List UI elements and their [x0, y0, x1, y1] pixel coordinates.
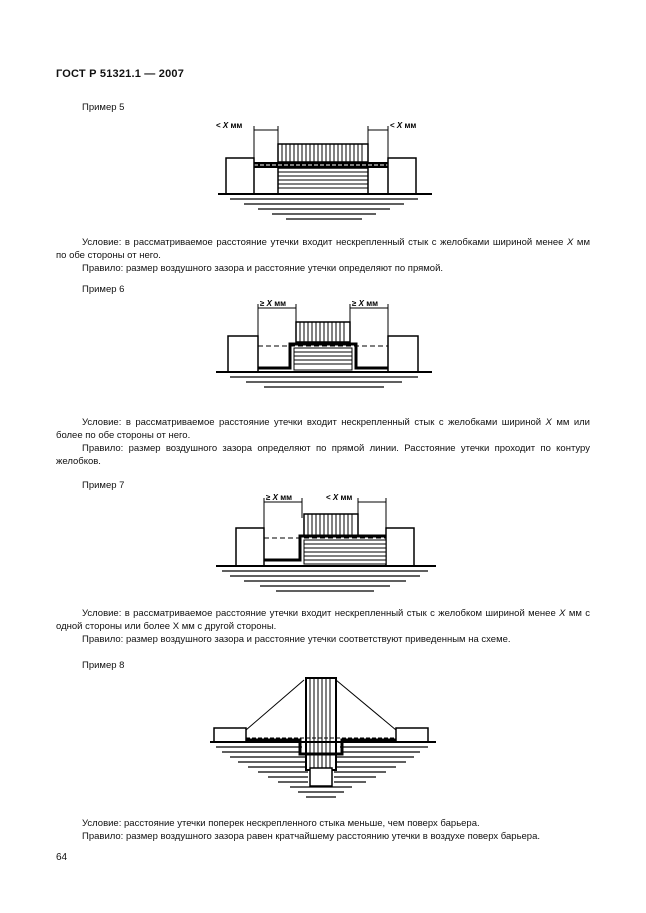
example-7-label: Пример 7 — [82, 480, 125, 491]
example-7-diagram — [210, 488, 440, 602]
example-8-condition: Условие: расстояние утечки поперек нескрепленного стыка меньше, чем поверх барьера. — [82, 818, 480, 829]
example-7-dim-right: < X мм — [326, 493, 353, 502]
example-5-label: Пример 5 — [82, 102, 125, 113]
example-7-text — [56, 607, 590, 646]
example-6-dim-right: ≥ X мм — [352, 299, 379, 308]
example-6-diagram — [210, 294, 440, 390]
example-5-condition: Условие: в рассматриваемое расстояние утечки входит нескрепленный стык с желобками шириной менее X мм по обе стороны от него. — [56, 237, 590, 261]
example-6-text — [56, 416, 590, 468]
example-8-text — [56, 817, 590, 843]
example-7-rule: Правило: размер воздушного зазора и расстояние утечки соответствуют приведенным на схеме. — [82, 634, 511, 645]
example-8-diagram — [206, 674, 442, 810]
example-5-dim-right: < X мм — [390, 121, 417, 130]
example-7-dim-left: ≥ X мм — [266, 493, 293, 502]
example-6-dim-left: ≥ X мм — [260, 299, 287, 308]
example-6-label: Пример 6 — [82, 284, 125, 295]
example-7-condition: Условие: в рассматриваемое расстояние утечки входит нескрепленный стык с желобком шириной менее X мм с одной стороны или более X мм с другой стороны. — [56, 608, 590, 632]
example-5-diagram — [210, 116, 440, 226]
example-6-condition: Условие: в рассматриваемое расстояние утечки входит нескрепленный стык с желобками шириной X мм или более по обе стороны от него. — [56, 417, 590, 441]
example-8-label: Пример 8 — [82, 660, 125, 671]
example-8-rule: Правило: размер воздушного зазора равен кратчайшему расстоянию утечки в воздухе поверх барьера. — [82, 831, 541, 842]
page-number: 64 — [56, 852, 68, 863]
document-header: ГОСТ Р 51321.1 — 2007 — [56, 68, 185, 80]
example-6-rule: Правило: размер воздушного зазора определяют по прямой линии. Расстояние утечки проходит по контуру желобков. — [56, 443, 590, 467]
example-5-dim-left: < X мм — [216, 121, 243, 130]
example-5-text — [56, 236, 590, 275]
example-5-rule: Правило: размер воздушного зазора и расстояние утечки определяют по прямой. — [82, 263, 444, 274]
